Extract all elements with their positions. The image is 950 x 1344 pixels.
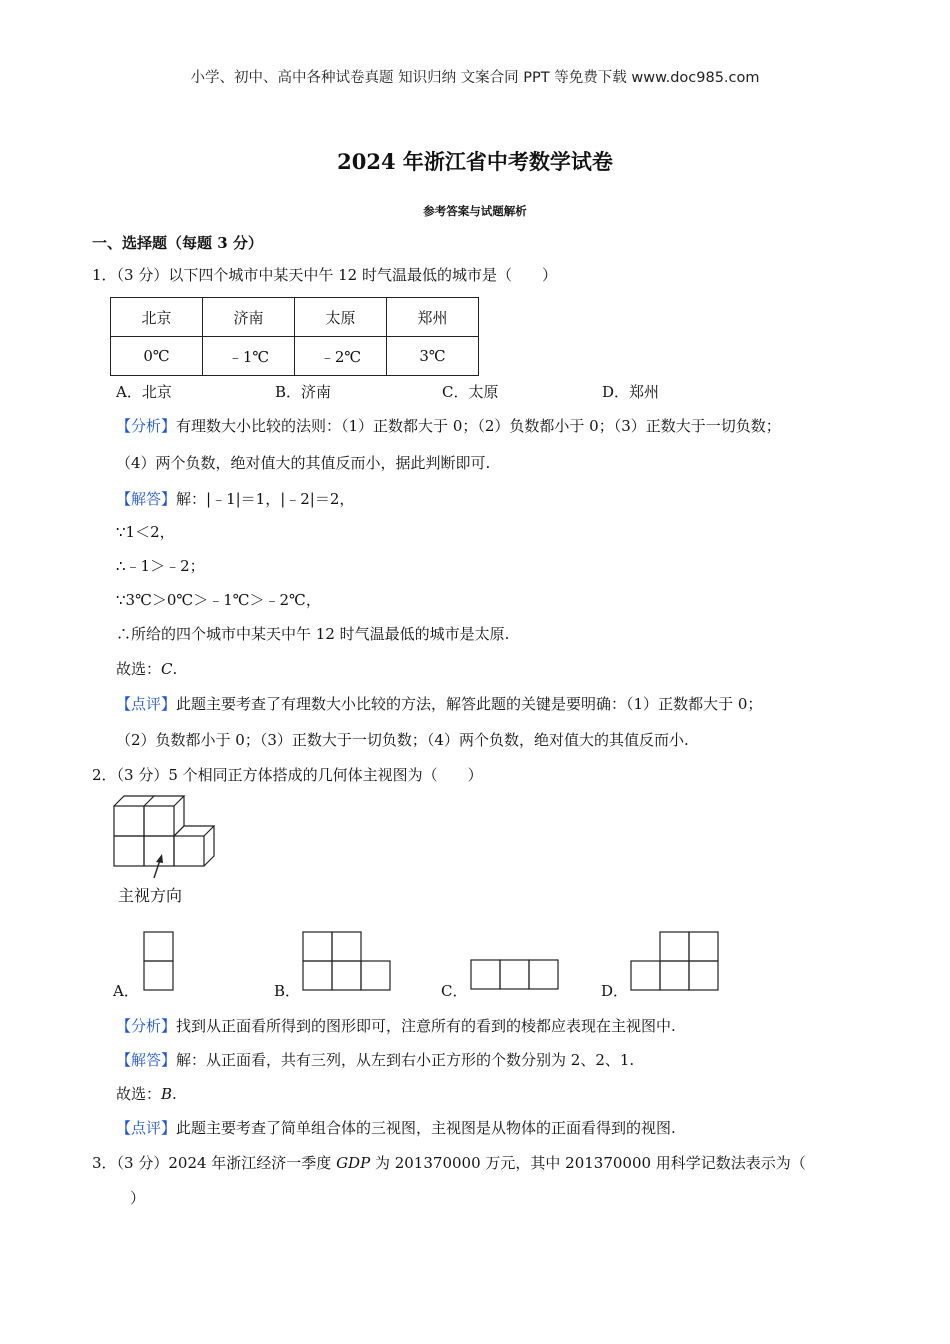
analysis-text: 找到从正面看所得到的图形即可，注意所有的看到的棱都应表现在主视图中. (176, 1017, 676, 1035)
q2-option-c-label: C． (441, 982, 468, 1000)
temp-cell: 0℃ (111, 337, 203, 376)
q2-stem: 2．（3 分）5 个相同正方体搭成的几何体主视图为（ ） (92, 766, 483, 784)
page-banner: 小学、初中、高中各种试卷真题 知识归纳 文案合同 PPT 等免费下载 www.doc985.com (190, 70, 760, 86)
page-title: 2024 年浙江省中考数学试卷 (337, 149, 613, 174)
q3-stem (92, 1153, 806, 1173)
analysis-tag: 【分析】 (116, 417, 177, 435)
q1-answer-line: ∴﹣1＞﹣2； (116, 557, 205, 575)
q3-stem-close: ） (130, 1189, 146, 1207)
choose-prefix: 故选： (116, 660, 162, 678)
q2-answer (116, 1050, 634, 1070)
q2-choice (116, 1084, 177, 1104)
q3-stem-b: 为 201370000 万元，其中 201370000 用科学记数法表示为（ (370, 1154, 806, 1172)
q1-stem: 1．（3 分）以下四个城市中某天中午 12 时气温最低的城市是（ ） (92, 266, 557, 284)
q1-choice (116, 659, 177, 679)
q1-answer (116, 489, 354, 509)
answer-tag: 【解答】 (116, 490, 177, 508)
page-subtitle: 参考答案与试题解析 (423, 204, 527, 218)
section-heading: 一、选择题（每题 3 分） (92, 234, 263, 252)
temp-cell: ﹣1℃ (203, 337, 295, 376)
city-cell: 太原 (295, 298, 387, 337)
city-cell: 济南 (203, 298, 295, 337)
temp-cell: 3℃ (387, 337, 479, 376)
q2-option-a-figure (143, 930, 175, 992)
cube-figure (110, 792, 230, 882)
temp-cell: ﹣2℃ (295, 337, 387, 376)
comment-tag: 【点评】 (116, 695, 177, 713)
choose-letter: B (161, 1085, 173, 1103)
figure-caption: 主视方向 (118, 886, 183, 905)
q1-answer-line: ∵3℃＞0℃＞﹣1℃＞﹣2℃， (116, 591, 321, 609)
q2-option-b-figure (302, 930, 392, 992)
q1-comment-cont: （2）负数都小于 0；（3）正数大于一切负数；（4）两个负数，绝对值大的其值反而小. (116, 731, 689, 749)
q1-analysis (116, 416, 781, 436)
choose-prefix: 故选： (116, 1085, 162, 1103)
q2-option-d-figure (630, 930, 720, 992)
q3-stem-gdp: GDP (336, 1154, 371, 1172)
q2-option-b-label: B． (274, 982, 301, 1000)
q1-comment (116, 694, 762, 714)
city-cell: 郑州 (387, 298, 479, 337)
q2-option-d-label: D． (601, 982, 629, 1000)
comment-text: 此题主要考查了简单组合体的三视图，主视图是从物体的正面看得到的视图. (176, 1119, 676, 1137)
analysis-text: 有理数大小比较的法则：（1）正数都大于 0；（2）负数都小于 0；（3）正数大于一切负数； (176, 417, 781, 435)
q3-stem-a: 3．（3 分）2024 年浙江经济一季度 (92, 1154, 337, 1172)
q1-answer-line: ∵1＜2， (116, 523, 175, 541)
answer-tag: 【解答】 (116, 1051, 177, 1069)
q1-option-a: A．北京 (116, 383, 172, 401)
comment-text: 此题主要考查了有理数大小比较的方法，解答此题的关键是要明确：（1）正数都大于 0； (176, 695, 763, 713)
choose-suffix: . (172, 1085, 177, 1103)
choose-letter: C (161, 660, 173, 678)
city-cell: 北京 (111, 298, 203, 337)
q1-answer-line: ∴所给的四个城市中某天中午 12 时气温最低的城市是太原. (116, 625, 510, 643)
q2-comment (116, 1118, 676, 1138)
temperature-table (110, 297, 479, 376)
q2-analysis (116, 1016, 676, 1036)
q1-option-b: B．济南 (275, 383, 332, 401)
choose-suffix: . (172, 660, 178, 678)
q1-option-c: C．太原 (442, 383, 499, 401)
comment-tag: 【点评】 (116, 1119, 177, 1137)
q1-analysis-cont: （4）两个负数，绝对值大的其值反而小，据此判断即可. (116, 454, 491, 472)
answer-text: 解：|﹣1|＝1，|﹣2|＝2， (176, 490, 355, 508)
q2-option-a-label: A． (113, 982, 139, 1000)
answer-text: 解：从正面看，共有三列，从左到右小正方形的个数分别为 2、2、1. (176, 1051, 635, 1069)
analysis-tag: 【分析】 (116, 1017, 177, 1035)
q1-option-d: D．郑州 (602, 383, 660, 401)
q2-option-c-figure (470, 959, 560, 991)
